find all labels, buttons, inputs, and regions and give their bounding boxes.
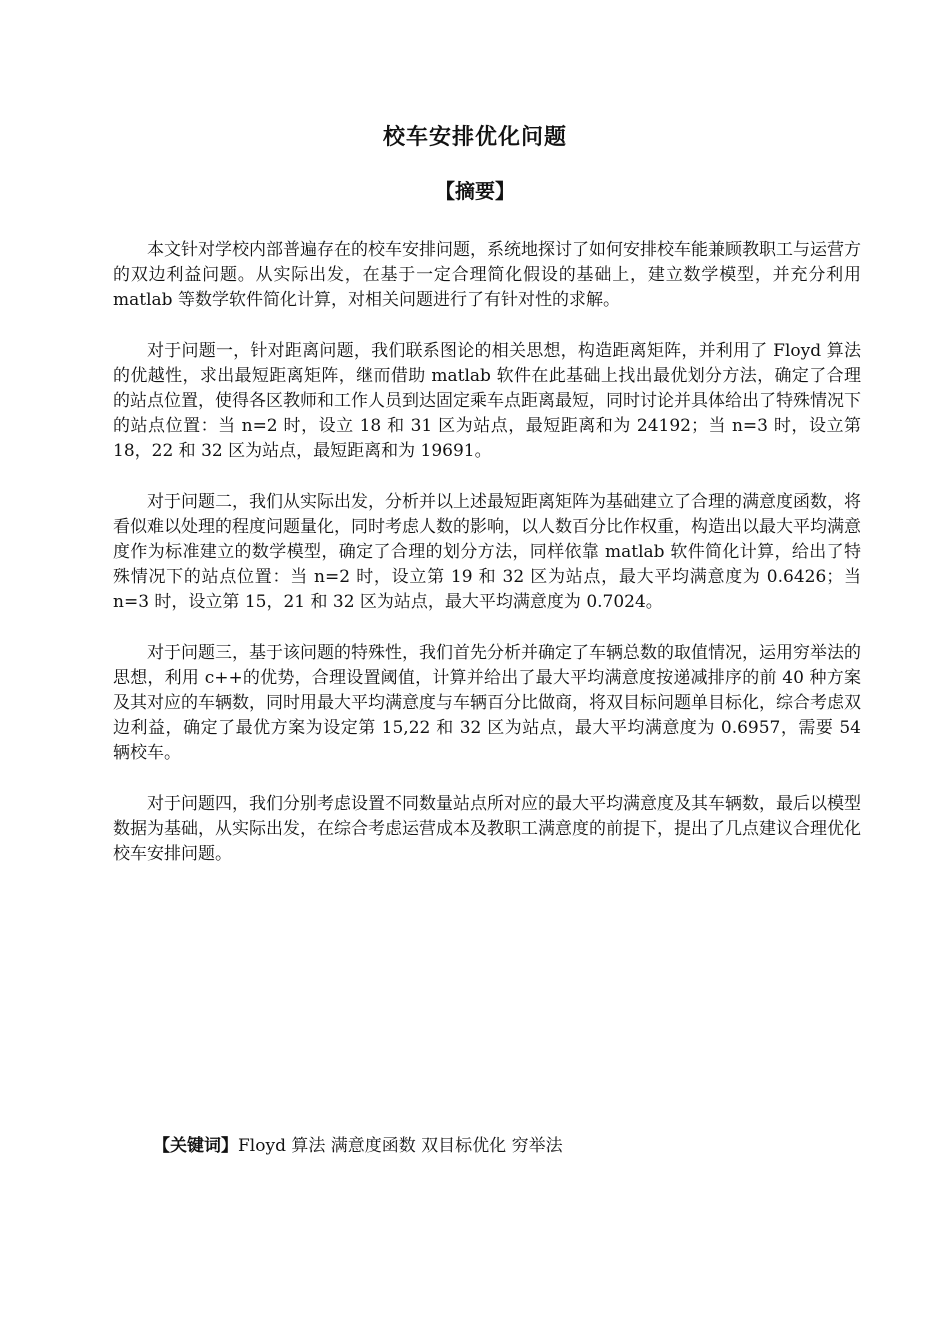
abstract-paragraph-problem-1: 对于问题一，针对距离问题，我们联系图论的相关思想，构造距离矩阵，并利用了 Floyd 算法的优越性，求出最短距离矩阵，继而借助 matlab 软件在此基础上找出最优划分方法，确定了合理的站点位置，使得各区教师和工作人员到达固定乘车点距离最短，同时讨论并具体给出了特殊情况下的站点位置：当 n=2 时，设立 18 和 31 区为站点，最短距离和为 24192；当 n=3 时，设立第 18，22 和 32 区为站点，最短距离和为 19691。 <box>113 341 861 461</box>
abstract-paragraph-problem-4: 对于问题四，我们分别考虑设置不同数量站点所对应的最大平均满意度及其车辆数，最后以模型数据为基础，从实际出发，在综合考虑运营成本及教职工满意度的前提下，提出了几点建议合理优化校车安排问题。 <box>113 794 861 864</box>
keywords-line <box>153 1134 563 1159</box>
paper-title: 校车安排优化问题 <box>382 125 567 150</box>
keywords-label: 【关键词】 <box>153 1136 238 1156</box>
abstract-paragraph-problem-2: 对于问题二，我们从实际出发，分析并以上述最短距离矩阵为基础建立了合理的满意度函数，将看似难以处理的程度问题量化，同时考虑人数的影响，以人数百分比作权重，构造出以最大平均满意度作为标准建立的数学模型，确定了合理的划分方法，同样依靠 matlab 软件简化计算，给出了特殊情况下的站点位置：当 n=2 时，设立第 19 和 32 区为站点，最大平均满意度为 0.6426；当 n=3 时，设立第 15，21 和 32 区为站点，最大平均满意度为 0.7024。 <box>113 492 861 612</box>
keywords-text: Floyd 算法 满意度函数 双目标优化 穷举法 <box>238 1136 563 1156</box>
abstract-heading: 【摘要】 <box>435 179 515 203</box>
abstract-body <box>113 238 861 893</box>
abstract-paragraph-problem-3: 对于问题三，基于该问题的特殊性，我们首先分析并确定了车辆总数的取值情况，运用穷举法的思想，利用 c++的优势，合理设置阈值，计算并给出了最大平均满意度按递减排序的前 40 种方案及其对应的车辆数，同时用最大平均满意度与车辆百分比做商，将双目标问题单目标化，综合考虑双边利益，确定了最优方案为设定第 15,22 和 32 区为站点，最大平均满意度为 0.6957，需要 54 辆校车。 <box>113 643 861 763</box>
abstract-paragraph-intro: 本文针对学校内部普遍存在的校车安排问题，系统地探讨了如何安排校车能兼顾教职工与运营方的双边利益问题。从实际出发，在基于一定合理简化假设的基础上，建立数学模型，并充分利用 matlab 等数学软件简化计算，对相关问题进行了有针对性的求解。 <box>113 240 861 310</box>
